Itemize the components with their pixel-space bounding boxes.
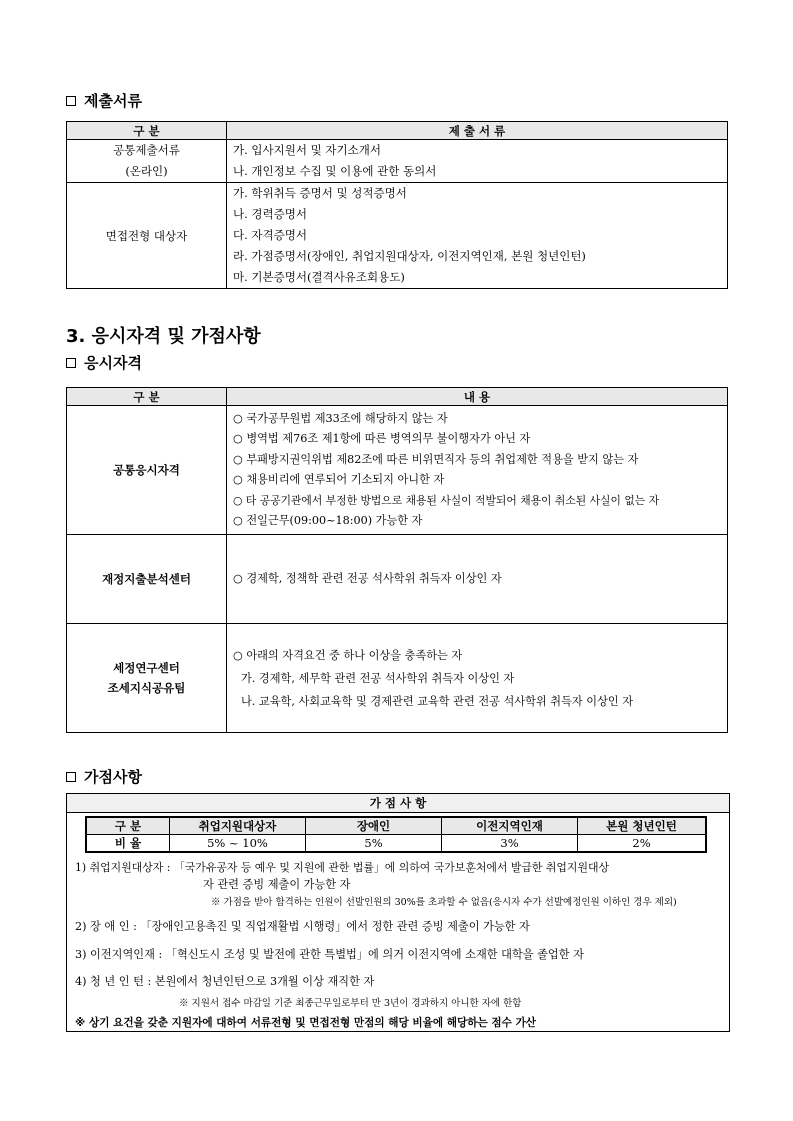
subsection-title-eligibility: 응시자격 — [66, 352, 142, 373]
row-label-common: 공통제출서류 (온라인) — [67, 140, 227, 183]
row-items-interview — [227, 183, 728, 289]
row-label-fiscal-center: 재정지출분석센터 — [67, 535, 227, 624]
list-item: 가. 경제학, 세무학 관련 전공 석사학위 취득자 이상인 자 — [241, 671, 515, 685]
list-item: 다. 자격증명서 — [233, 228, 307, 242]
row-label-tax-center: 세정연구센터 조세지식공유팀 — [67, 624, 227, 733]
rate-veteran: 5% ~ 10% — [170, 835, 306, 853]
rate-header-local: 이전지역인재 — [442, 817, 578, 835]
list-item: ○ 부패방지권익위법 제82조에 따른 비위면직자 등의 취업제한 적용을 받지 않는 자 — [233, 452, 639, 466]
list-item: ○ 아래의 자격요건 중 하나 이상을 충족하는 자 — [233, 648, 463, 662]
rate-local: 3% — [442, 835, 578, 853]
checkbox-square-icon — [66, 772, 76, 782]
row-label-interview: 면접전형 대상자 — [67, 183, 227, 289]
note-intern-limit: ※ 지원서 접수 마감일 기준 최종근무일로부터 만 3년이 경과하지 아니한 자에 한함 — [179, 998, 522, 1009]
bonus-rate-table — [85, 816, 707, 853]
list-item: ○ 경제학, 정책학 관련 전공 석사학위 취득자 이상인 자 — [233, 571, 502, 585]
rate-header-disabled: 장애인 — [306, 817, 442, 835]
rate-header-intern: 본원 청년인턴 — [578, 817, 707, 835]
list-item: ○ 채용비리에 연루되어 기소되지 아니한 자 — [233, 473, 445, 486]
col-header-documents: 제 출 서 류 — [227, 122, 728, 140]
row-label-common-eligibility: 공통응시자격 — [67, 406, 227, 535]
section-title-bonus: 가점사항 — [66, 766, 142, 787]
bonus-frame — [66, 793, 730, 1032]
documents-table — [66, 121, 728, 289]
rate-disabled: 5% — [306, 835, 442, 853]
list-item: 라. 가점증명서(장애인, 취업지원대상자, 이전지역인재, 본원 청년인턴) — [233, 249, 586, 263]
rate-header-veteran: 취업지원대상자 — [170, 817, 306, 835]
bonus-frame-title: 가 점 사 항 — [67, 794, 729, 813]
note-final: ※ 상기 요건을 갖춘 지원자에 대하여 서류전형 및 면접전형 만점의 해당 비율에 해당하는 점수 가산 — [75, 1017, 537, 1029]
note-veteran-cont: 자 관련 증빙 제출이 가능한 자 — [203, 878, 351, 891]
section-heading-eligibility: 3. 응시자격 및 가점사항 — [66, 326, 261, 347]
list-item: 가. 입사지원서 및 자기소개서 — [233, 143, 381, 157]
col-header-category: 구 분 — [67, 122, 227, 140]
col-header-content: 내 용 — [227, 388, 728, 406]
col-header-category: 구 분 — [67, 388, 227, 406]
checkbox-square-icon — [66, 96, 76, 106]
list-item: 나. 개인정보 수집 및 이용에 관한 동의서 — [233, 164, 437, 178]
rate-header-category: 구 분 — [86, 817, 170, 835]
row-items-common — [227, 140, 728, 183]
row-items-tax-center — [227, 624, 728, 733]
eligibility-table — [66, 387, 728, 733]
rate-label: 비 율 — [86, 835, 170, 853]
list-item: 나. 경력증명서 — [233, 207, 307, 221]
note-veteran: 1) 취업지원대상자 : 「국가유공자 등 예우 및 지원에 관한 법률」에 의하여 국가보훈처에서 발급한 취업지원대상 — [75, 861, 610, 874]
list-item: ○ 국가공무원법 제33조에 해당하지 않는 자 — [233, 411, 448, 425]
list-item: ○ 타 공공기관에서 부정한 방법으로 채용된 사실이 적발되어 채용이 취소된 사실이 없는 자 — [233, 493, 660, 507]
list-item: ○ 병역법 제76조 제1항에 따른 병역의무 불이행자가 아닌 자 — [233, 432, 531, 445]
list-item: 가. 학위취득 증명서 및 성적증명서 — [233, 186, 407, 200]
rate-intern: 2% — [578, 835, 707, 853]
note-disabled: 2) 장 애 인 : 「장애인고용촉진 및 직업재활법 시행령」에서 정한 관련 증빙 제출이 가능한 자 — [75, 920, 530, 933]
note-local: 3) 이전지역인재 : 「혁신도시 조성 및 발전에 관한 특별법」에 의거 이전지역에 소재한 대학을 졸업한 자 — [75, 948, 584, 961]
note-veteran-limit: ※ 가점을 받아 합격하는 인원이 선발인원의 30%를 초과할 수 없음(응시자 수가 선발예정인원 이하인 경우 제외) — [211, 897, 677, 908]
checkbox-square-icon — [66, 358, 76, 368]
note-intern: 4) 청 년 인 턴 : 본원에서 청년인턴으로 3개월 이상 재직한 자 — [75, 975, 375, 988]
row-items-fiscal-center — [227, 535, 728, 624]
list-item: 나. 교육학, 사회교육학 및 경제관련 교육학 관련 전공 석사학위 취득자 이상인 자 — [241, 694, 634, 708]
list-item: 마. 기본증명서(결격사유조회용도) — [233, 270, 405, 284]
list-item: ○ 전일근무(09:00~18:00) 가능한 자 — [233, 514, 423, 527]
section-title-documents: 제출서류 — [66, 90, 142, 111]
row-items-common-eligibility — [227, 406, 728, 535]
